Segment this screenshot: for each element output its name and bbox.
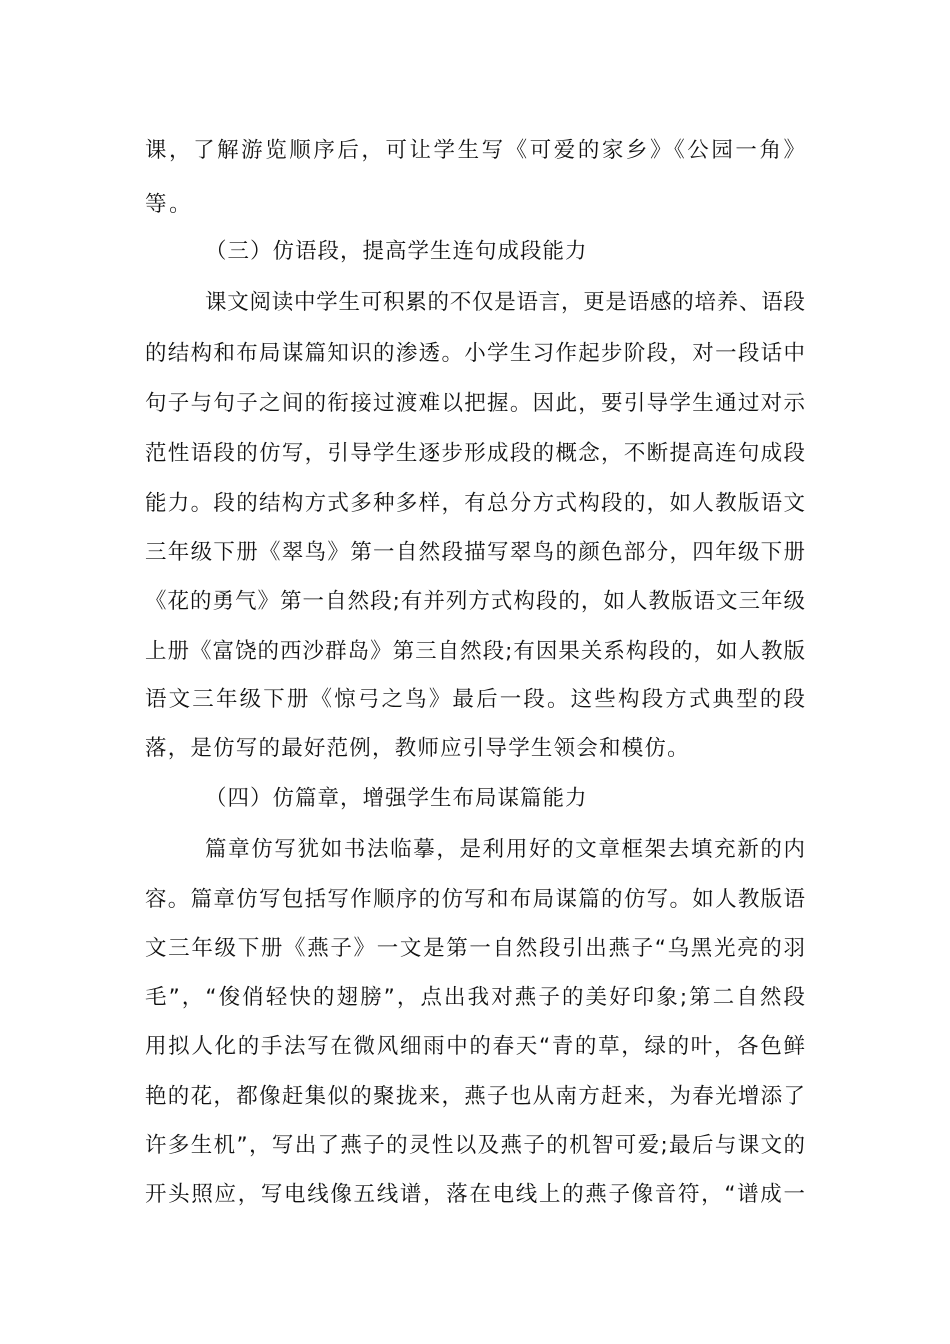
text-line: 课文阅读中学生可积累的不仅是语言，更是语感的培养、语段 (205, 290, 805, 315)
section-heading: （三）仿语段，提高学生连句成段能力 (205, 239, 588, 264)
text-line: 艳的花，都像赶集似的聚拢来，燕子也从南方赶来，为春光增添了 (145, 1084, 805, 1109)
text-line: 的结构和布局谋篇知识的渗透。小学生习作起步阶段，对一段话中 (145, 341, 805, 366)
text-line: 毛”，“俊俏轻快的翅膀”，点出我对燕子的美好印象;第二自然段 (145, 985, 805, 1010)
text-line: 文三年级下册《燕子》一文是第一自然段引出燕子“乌黑光亮的羽 (145, 936, 805, 961)
text-line: 用拟人化的手法写在微风细雨中的春天“青的草，绿的叶，各色鲜 (145, 1034, 805, 1059)
text-line: 三年级下册《翠鸟》第一自然段描写翠鸟的颜色部分，四年级下册 (145, 540, 805, 565)
text-line: 课，了解游览顺序后，可让学生写《可爱的家乡》《公园一角》 (145, 138, 805, 163)
text-line: 能力。段的结构方式多种多样，有总分方式构段的，如人教版语文 (145, 491, 805, 516)
text-line: 语文三年级下册《惊弓之鸟》最后一段。这些构段方式典型的段 (145, 687, 805, 712)
text-line: 上册《富饶的西沙群岛》第三自然段;有因果关系构段的，如人教版 (145, 639, 805, 664)
text-line: 等。 (145, 192, 194, 217)
section-heading: （四）仿篇章，增强学生布局谋篇能力 (205, 786, 588, 811)
text-line: 范性语段的仿写，引导学生逐步形成段的概念，不断提高连句成段 (145, 441, 805, 466)
text-line: 容。篇章仿写包括写作顺序的仿写和布局谋篇的仿写。如人教版语 (145, 887, 805, 912)
text-line: 许多生机”，写出了燕子的灵性以及燕子的机智可爱;最后与课文的 (145, 1133, 805, 1158)
text-line: 句子与句子之间的衔接过渡难以把握。因此，要引导学生通过对示 (145, 391, 805, 416)
text-line: 《花的勇气》第一自然段;有并列方式构段的，如人教版语文三年级 (145, 589, 805, 614)
text-line: 篇章仿写犹如书法临摹，是利用好的文章框架去填充新的内 (205, 837, 805, 862)
text-line: 落，是仿写的最好范例，教师应引导学生领会和模仿。 (145, 736, 690, 761)
text-line: 开头照应，写电线像五线谱，落在电线上的燕子像音符，“谱成一 (145, 1182, 805, 1207)
